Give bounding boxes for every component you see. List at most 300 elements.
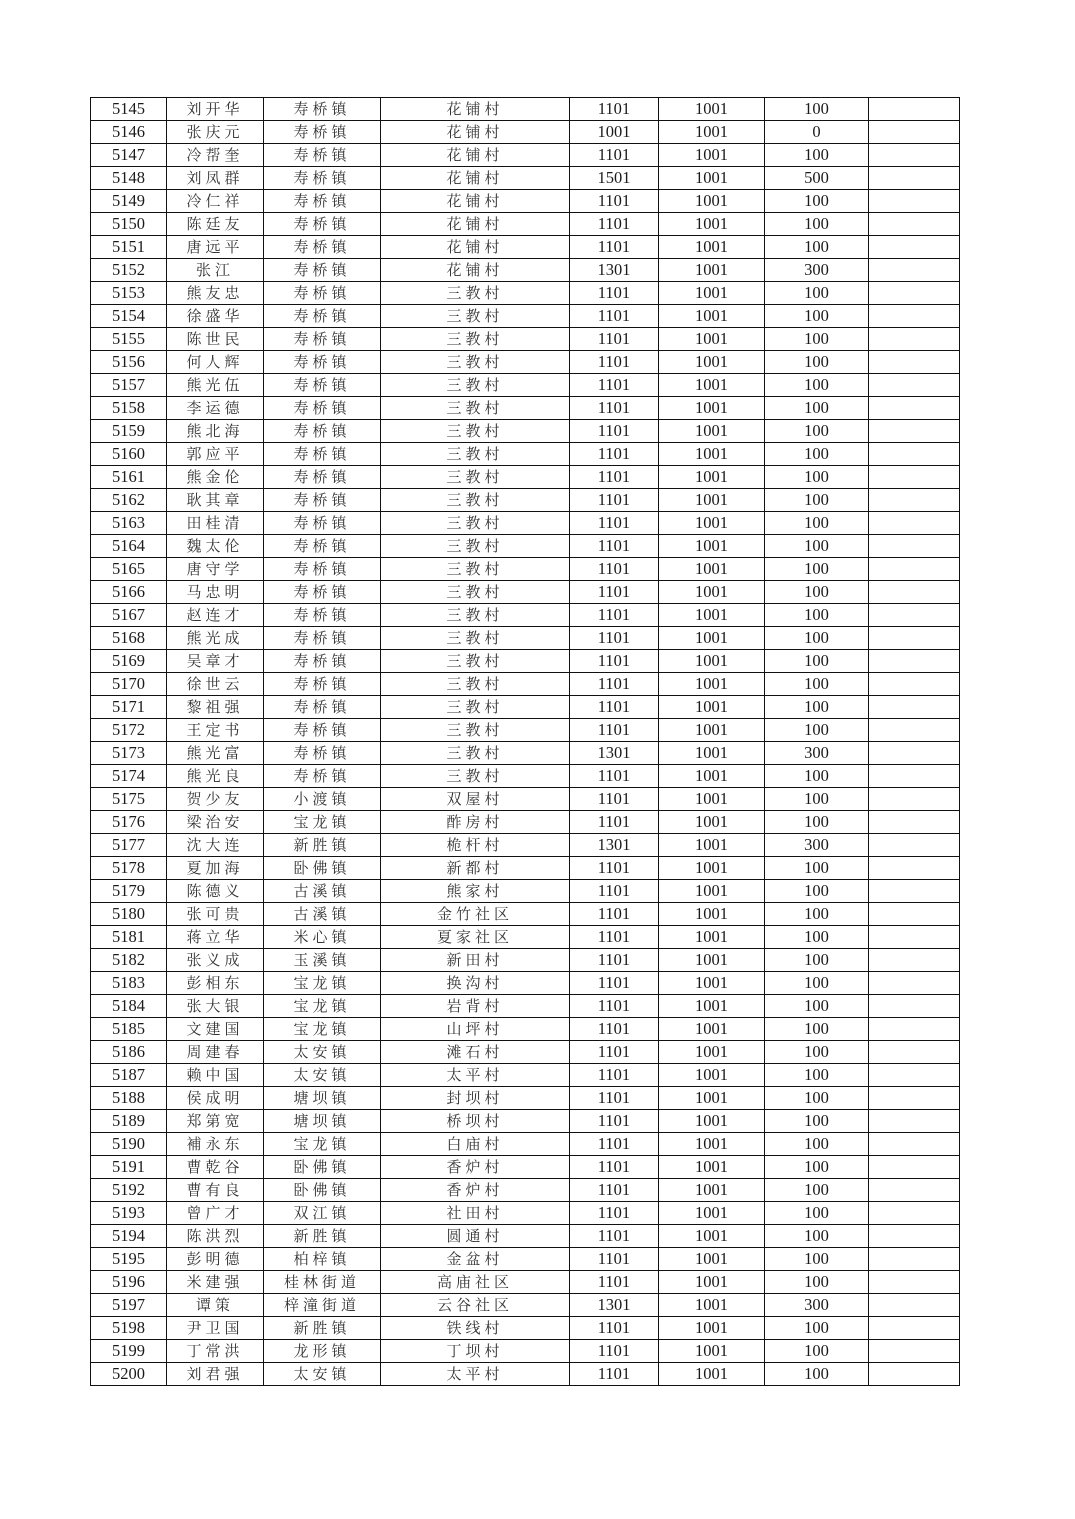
code-b-cell: 1001: [659, 949, 765, 972]
table-row: [91, 489, 960, 512]
village-cell: 双屋村: [381, 788, 570, 811]
village-cell: 香炉村: [381, 1179, 570, 1202]
code-a-cell: 1101: [570, 144, 659, 167]
note-cell: [869, 305, 960, 328]
code-a-cell: 1101: [570, 1363, 659, 1386]
code-a-cell: 1101: [570, 673, 659, 696]
amount-cell: 300: [765, 259, 869, 282]
note-cell: [869, 190, 960, 213]
town-cell: 小渡镇: [264, 788, 381, 811]
name-cell: 曹有良: [167, 1179, 264, 1202]
table-row: [91, 259, 960, 282]
amount-cell: 100: [765, 995, 869, 1018]
table-row: [91, 1041, 960, 1064]
town-cell: 新胜镇: [264, 1317, 381, 1340]
code-b-cell: 1001: [659, 1064, 765, 1087]
code-b-cell: 1001: [659, 1340, 765, 1363]
village-cell: 丁坝村: [381, 1340, 570, 1363]
code-b-cell: 1001: [659, 167, 765, 190]
code-a-cell: 1101: [570, 903, 659, 926]
amount-cell: 100: [765, 765, 869, 788]
row-number-cell: 5165: [91, 558, 167, 581]
amount-cell: 100: [765, 420, 869, 443]
note-cell: [869, 880, 960, 903]
village-cell: 三教村: [381, 742, 570, 765]
code-b-cell: 1001: [659, 1110, 765, 1133]
row-number-cell: 5156: [91, 351, 167, 374]
row-number-cell: 5190: [91, 1133, 167, 1156]
name-cell: 曹乾谷: [167, 1156, 264, 1179]
town-cell: 寿桥镇: [264, 328, 381, 351]
code-a-cell: 1101: [570, 1156, 659, 1179]
town-cell: 卧佛镇: [264, 1179, 381, 1202]
code-a-cell: 1101: [570, 213, 659, 236]
code-a-cell: 1301: [570, 259, 659, 282]
note-cell: [869, 236, 960, 259]
town-cell: 寿桥镇: [264, 719, 381, 742]
code-a-cell: 1101: [570, 604, 659, 627]
note-cell: [869, 213, 960, 236]
code-b-cell: 1001: [659, 259, 765, 282]
note-cell: [869, 1271, 960, 1294]
note-cell: [869, 696, 960, 719]
village-cell: 圆通村: [381, 1225, 570, 1248]
amount-cell: 100: [765, 696, 869, 719]
note-cell: [869, 98, 960, 121]
name-cell: 张大银: [167, 995, 264, 1018]
town-cell: 寿桥镇: [264, 535, 381, 558]
note-cell: [869, 1179, 960, 1202]
row-number-cell: 5183: [91, 972, 167, 995]
town-cell: 宝龙镇: [264, 1018, 381, 1041]
table-row: [91, 696, 960, 719]
code-a-cell: 1101: [570, 719, 659, 742]
amount-cell: 100: [765, 144, 869, 167]
name-cell: 徐世云: [167, 673, 264, 696]
name-cell: 侯成明: [167, 1087, 264, 1110]
amount-cell: 100: [765, 1225, 869, 1248]
table-row: [91, 190, 960, 213]
town-cell: 塘坝镇: [264, 1087, 381, 1110]
code-a-cell: 1101: [570, 650, 659, 673]
amount-cell: 100: [765, 282, 869, 305]
amount-cell: 100: [765, 811, 869, 834]
row-number-cell: 5153: [91, 282, 167, 305]
town-cell: 寿桥镇: [264, 558, 381, 581]
name-cell: 李运德: [167, 397, 264, 420]
village-cell: 三教村: [381, 374, 570, 397]
village-cell: 三教村: [381, 604, 570, 627]
note-cell: [869, 604, 960, 627]
note-cell: [869, 581, 960, 604]
row-number-cell: 5198: [91, 1317, 167, 1340]
code-a-cell: 1101: [570, 581, 659, 604]
amount-cell: 100: [765, 788, 869, 811]
code-a-cell: 1101: [570, 972, 659, 995]
town-cell: 新胜镇: [264, 1225, 381, 1248]
table-row: [91, 1087, 960, 1110]
amount-cell: 100: [765, 604, 869, 627]
row-number-cell: 5175: [91, 788, 167, 811]
note-cell: [869, 351, 960, 374]
amount-cell: 100: [765, 1133, 869, 1156]
code-b-cell: 1001: [659, 673, 765, 696]
name-cell: 唐远平: [167, 236, 264, 259]
name-cell: 张义成: [167, 949, 264, 972]
code-a-cell: 1101: [570, 857, 659, 880]
amount-cell: 100: [765, 1110, 869, 1133]
town-cell: 玉溪镇: [264, 949, 381, 972]
code-a-cell: 1101: [570, 765, 659, 788]
note-cell: [869, 282, 960, 305]
note-cell: [869, 535, 960, 558]
row-number-cell: 5167: [91, 604, 167, 627]
village-cell: 花铺村: [381, 259, 570, 282]
name-cell: 魏太伦: [167, 535, 264, 558]
code-b-cell: 1001: [659, 1018, 765, 1041]
code-b-cell: 1001: [659, 627, 765, 650]
name-cell: 丁常洪: [167, 1340, 264, 1363]
code-b-cell: 1001: [659, 397, 765, 420]
code-a-cell: 1101: [570, 374, 659, 397]
row-number-cell: 5168: [91, 627, 167, 650]
amount-cell: 100: [765, 1018, 869, 1041]
code-b-cell: 1001: [659, 696, 765, 719]
town-cell: 寿桥镇: [264, 765, 381, 788]
village-cell: 花铺村: [381, 98, 570, 121]
name-cell: 刘君强: [167, 1363, 264, 1386]
row-number-cell: 5188: [91, 1087, 167, 1110]
row-number-cell: 5187: [91, 1064, 167, 1087]
row-number-cell: 5177: [91, 834, 167, 857]
name-cell: 熊光成: [167, 627, 264, 650]
row-number-cell: 5185: [91, 1018, 167, 1041]
note-cell: [869, 328, 960, 351]
town-cell: 寿桥镇: [264, 374, 381, 397]
note-cell: [869, 1064, 960, 1087]
name-cell: 熊光伍: [167, 374, 264, 397]
row-number-cell: 5200: [91, 1363, 167, 1386]
table-row: [91, 305, 960, 328]
village-cell: 新田村: [381, 949, 570, 972]
amount-cell: 100: [765, 903, 869, 926]
table-row: [91, 1363, 960, 1386]
village-cell: 酢房村: [381, 811, 570, 834]
name-cell: 黎祖强: [167, 696, 264, 719]
amount-cell: 100: [765, 190, 869, 213]
row-number-cell: 5162: [91, 489, 167, 512]
village-cell: 三教村: [381, 696, 570, 719]
roster-table: [90, 97, 960, 1386]
code-b-cell: 1001: [659, 926, 765, 949]
code-b-cell: 1001: [659, 144, 765, 167]
code-a-cell: 1101: [570, 1340, 659, 1363]
row-number-cell: 5158: [91, 397, 167, 420]
code-a-cell: 1101: [570, 328, 659, 351]
town-cell: 寿桥镇: [264, 420, 381, 443]
code-b-cell: 1001: [659, 236, 765, 259]
amount-cell: 100: [765, 213, 869, 236]
row-number-cell: 5182: [91, 949, 167, 972]
note-cell: [869, 719, 960, 742]
town-cell: 古溪镇: [264, 880, 381, 903]
village-cell: 花铺村: [381, 236, 570, 259]
code-b-cell: 1001: [659, 719, 765, 742]
note-cell: [869, 742, 960, 765]
code-a-cell: 1501: [570, 167, 659, 190]
code-a-cell: 1101: [570, 190, 659, 213]
town-cell: 寿桥镇: [264, 305, 381, 328]
village-cell: 三教村: [381, 558, 570, 581]
code-a-cell: 1101: [570, 949, 659, 972]
town-cell: 寿桥镇: [264, 121, 381, 144]
table-row: [91, 1156, 960, 1179]
table-row: [91, 282, 960, 305]
code-a-cell: 1101: [570, 1225, 659, 1248]
name-cell: 蒋立华: [167, 926, 264, 949]
row-number-cell: 5191: [91, 1156, 167, 1179]
note-cell: [869, 1363, 960, 1386]
name-cell: 熊光良: [167, 765, 264, 788]
town-cell: 寿桥镇: [264, 98, 381, 121]
code-a-cell: 1101: [570, 1317, 659, 1340]
name-cell: 赖中国: [167, 1064, 264, 1087]
table-row: [91, 1133, 960, 1156]
town-cell: 柏梓镇: [264, 1248, 381, 1271]
town-cell: 新胜镇: [264, 834, 381, 857]
village-cell: 三教村: [381, 512, 570, 535]
row-number-cell: 5186: [91, 1041, 167, 1064]
town-cell: 寿桥镇: [264, 190, 381, 213]
roster-table-body: [91, 98, 960, 1386]
note-cell: [869, 1110, 960, 1133]
note-cell: [869, 926, 960, 949]
amount-cell: 100: [765, 328, 869, 351]
code-b-cell: 1001: [659, 1317, 765, 1340]
name-cell: 熊光富: [167, 742, 264, 765]
town-cell: 寿桥镇: [264, 167, 381, 190]
name-cell: 夏加海: [167, 857, 264, 880]
table-row: [91, 926, 960, 949]
note-cell: [869, 1294, 960, 1317]
row-number-cell: 5169: [91, 650, 167, 673]
code-a-cell: 1101: [570, 811, 659, 834]
amount-cell: 100: [765, 719, 869, 742]
town-cell: 寿桥镇: [264, 466, 381, 489]
village-cell: 岩背村: [381, 995, 570, 1018]
table-row: [91, 558, 960, 581]
table-row: [91, 765, 960, 788]
code-b-cell: 1001: [659, 443, 765, 466]
amount-cell: 100: [765, 489, 869, 512]
amount-cell: 100: [765, 673, 869, 696]
village-cell: 花铺村: [381, 121, 570, 144]
table-row: [91, 995, 960, 1018]
table-row: [91, 535, 960, 558]
code-b-cell: 1001: [659, 1225, 765, 1248]
note-cell: [869, 1156, 960, 1179]
table-row: [91, 627, 960, 650]
town-cell: 寿桥镇: [264, 673, 381, 696]
note-cell: [869, 1018, 960, 1041]
table-row: [91, 443, 960, 466]
code-b-cell: 1001: [659, 1294, 765, 1317]
note-cell: [869, 167, 960, 190]
table-row: [91, 397, 960, 420]
town-cell: 宝龙镇: [264, 811, 381, 834]
amount-cell: 100: [765, 1317, 869, 1340]
row-number-cell: 5157: [91, 374, 167, 397]
note-cell: [869, 558, 960, 581]
amount-cell: 100: [765, 1064, 869, 1087]
row-number-cell: 5171: [91, 696, 167, 719]
village-cell: 三教村: [381, 673, 570, 696]
amount-cell: 100: [765, 1271, 869, 1294]
amount-cell: 100: [765, 1202, 869, 1225]
note-cell: [869, 811, 960, 834]
village-cell: 换沟村: [381, 972, 570, 995]
name-cell: 周建春: [167, 1041, 264, 1064]
name-cell: 马忠明: [167, 581, 264, 604]
note-cell: [869, 903, 960, 926]
name-cell: 尹卫国: [167, 1317, 264, 1340]
note-cell: [869, 1041, 960, 1064]
code-b-cell: 1001: [659, 1087, 765, 1110]
village-cell: 金竹社区: [381, 903, 570, 926]
name-cell: 熊金伦: [167, 466, 264, 489]
table-row: [91, 351, 960, 374]
name-cell: 陈德义: [167, 880, 264, 903]
code-b-cell: 1001: [659, 535, 765, 558]
row-number-cell: 5180: [91, 903, 167, 926]
code-b-cell: 1001: [659, 995, 765, 1018]
row-number-cell: 5173: [91, 742, 167, 765]
town-cell: 寿桥镇: [264, 512, 381, 535]
amount-cell: 100: [765, 466, 869, 489]
village-cell: 三教村: [381, 328, 570, 351]
amount-cell: 100: [765, 880, 869, 903]
name-cell: 郭应平: [167, 443, 264, 466]
amount-cell: 100: [765, 374, 869, 397]
town-cell: 米心镇: [264, 926, 381, 949]
name-cell: 谭策: [167, 1294, 264, 1317]
table-row: [91, 834, 960, 857]
code-b-cell: 1001: [659, 420, 765, 443]
code-b-cell: 1001: [659, 1363, 765, 1386]
name-cell: 张可贵: [167, 903, 264, 926]
row-number-cell: 5184: [91, 995, 167, 1018]
village-cell: 封坝村: [381, 1087, 570, 1110]
amount-cell: 100: [765, 535, 869, 558]
code-b-cell: 1001: [659, 1156, 765, 1179]
village-cell: 花铺村: [381, 167, 570, 190]
code-a-cell: 1101: [570, 420, 659, 443]
amount-cell: 100: [765, 972, 869, 995]
village-cell: 花铺村: [381, 213, 570, 236]
village-cell: 香炉村: [381, 1156, 570, 1179]
name-cell: 補永东: [167, 1133, 264, 1156]
row-number-cell: 5145: [91, 98, 167, 121]
town-cell: 寿桥镇: [264, 351, 381, 374]
note-cell: [869, 673, 960, 696]
amount-cell: 100: [765, 650, 869, 673]
town-cell: 宝龙镇: [264, 995, 381, 1018]
name-cell: 何人辉: [167, 351, 264, 374]
village-cell: 白庙村: [381, 1133, 570, 1156]
table-row: [91, 1018, 960, 1041]
town-cell: 寿桥镇: [264, 443, 381, 466]
row-number-cell: 5160: [91, 443, 167, 466]
table-row: [91, 604, 960, 627]
row-number-cell: 5192: [91, 1179, 167, 1202]
note-cell: [869, 1248, 960, 1271]
row-number-cell: 5194: [91, 1225, 167, 1248]
table-row: [91, 880, 960, 903]
name-cell: 张庆元: [167, 121, 264, 144]
row-number-cell: 5163: [91, 512, 167, 535]
table-row: [91, 1064, 960, 1087]
code-b-cell: 1001: [659, 765, 765, 788]
table-row: [91, 811, 960, 834]
name-cell: 徐盛华: [167, 305, 264, 328]
amount-cell: 100: [765, 443, 869, 466]
table-row: [91, 1110, 960, 1133]
table-row: [91, 650, 960, 673]
code-b-cell: 1001: [659, 1248, 765, 1271]
table-row: [91, 98, 960, 121]
name-cell: 文建国: [167, 1018, 264, 1041]
town-cell: 寿桥镇: [264, 581, 381, 604]
village-cell: 花铺村: [381, 144, 570, 167]
town-cell: 寿桥镇: [264, 144, 381, 167]
note-cell: [869, 466, 960, 489]
row-number-cell: 5159: [91, 420, 167, 443]
amount-cell: 500: [765, 167, 869, 190]
row-number-cell: 5189: [91, 1110, 167, 1133]
code-b-cell: 1001: [659, 581, 765, 604]
table-row: [91, 903, 960, 926]
code-b-cell: 1001: [659, 489, 765, 512]
table-row: [91, 1179, 960, 1202]
name-cell: 彭明德: [167, 1248, 264, 1271]
village-cell: 云谷社区: [381, 1294, 570, 1317]
name-cell: 张江: [167, 259, 264, 282]
code-b-cell: 1001: [659, 1271, 765, 1294]
code-b-cell: 1001: [659, 834, 765, 857]
table-row: [91, 857, 960, 880]
row-number-cell: 5197: [91, 1294, 167, 1317]
row-number-cell: 5174: [91, 765, 167, 788]
row-number-cell: 5181: [91, 926, 167, 949]
village-cell: 花铺村: [381, 190, 570, 213]
code-b-cell: 1001: [659, 121, 765, 144]
town-cell: 卧佛镇: [264, 857, 381, 880]
row-number-cell: 5155: [91, 328, 167, 351]
table-row: [91, 788, 960, 811]
village-cell: 新都村: [381, 857, 570, 880]
village-cell: 三教村: [381, 443, 570, 466]
table-row: [91, 581, 960, 604]
code-b-cell: 1001: [659, 604, 765, 627]
code-a-cell: 1101: [570, 696, 659, 719]
row-number-cell: 5172: [91, 719, 167, 742]
code-a-cell: 1101: [570, 489, 659, 512]
town-cell: 桂林街道: [264, 1271, 381, 1294]
table-row: [91, 466, 960, 489]
code-b-cell: 1001: [659, 650, 765, 673]
town-cell: 宝龙镇: [264, 1133, 381, 1156]
code-a-cell: 1101: [570, 995, 659, 1018]
